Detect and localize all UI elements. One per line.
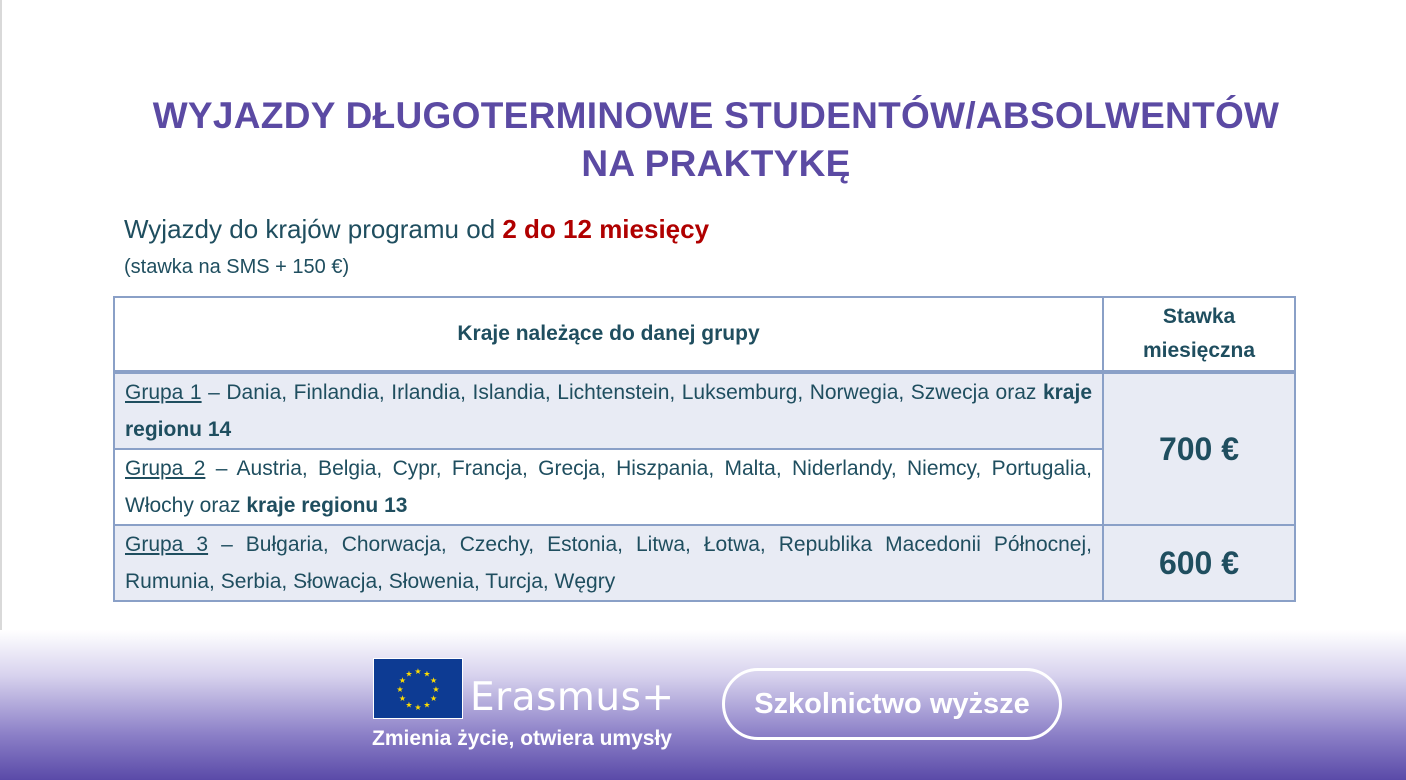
subtitle-prefix: Wyjazdy do krajów programu od — [124, 214, 503, 244]
subtitle-duration: 2 do 12 miesięcy — [502, 214, 710, 244]
group-1-cell — [114, 372, 1103, 449]
group-2-region: kraje regionu 13 — [246, 494, 408, 517]
group-3-countries: – Bułgaria, Chorwacja, Czechy, Estonia, Litwa, Łotwa, Republika Macedonii Północnej, Rumunia, Serbia, Słowacja, Słowenia, Turcja, Węgry — [125, 533, 1092, 593]
group-3-label: Grupa 3 — [125, 533, 209, 556]
svg-text:★: ★ — [414, 703, 422, 712]
group-3-cell — [114, 525, 1103, 601]
table-header-row — [114, 297, 1295, 372]
svg-text:★: ★ — [423, 669, 431, 679]
header-rate: Stawka miesięczna — [1103, 297, 1295, 372]
table-row — [114, 525, 1295, 601]
eu-flag-stars — [374, 659, 462, 718]
slide-title — [0, 92, 1406, 188]
slide-title-line1: WYJAZDY DŁUGOTERMINOWE STUDENTÓW/ABSOLWENTÓW — [152, 95, 1280, 136]
svg-text:★: ★ — [398, 676, 406, 685]
rate-group-3: 600 € — [1103, 525, 1295, 601]
header-countries: Kraje należące do danej grupy — [114, 297, 1103, 372]
svg-text:★: ★ — [414, 667, 422, 676]
erasmus-tagline: Zmienia życie, otwiera umysły — [372, 727, 672, 750]
svg-text:★: ★ — [432, 685, 440, 694]
group-2-cell — [114, 449, 1103, 525]
rate-groups-1-2: 700 € — [1103, 372, 1295, 525]
eu-flag-icon — [373, 658, 463, 719]
rates-table — [113, 296, 1296, 602]
subtitle — [124, 214, 709, 245]
group-1-region: kraje regionu 14 — [125, 381, 1092, 441]
svg-text:★: ★ — [430, 694, 438, 703]
svg-text:★: ★ — [430, 676, 438, 685]
table-row — [114, 372, 1295, 449]
group-2-countries: – Austria, Belgia, Cypr, Francja, Grecja, Hiszpania, Malta, Niderlandy, Niemcy, Portugalia, Włochy oraz — [125, 457, 1092, 517]
group-2-label: Grupa 2 — [125, 457, 206, 480]
svg-text:★: ★ — [398, 694, 406, 703]
svg-text:★: ★ — [405, 669, 413, 679]
svg-text:★: ★ — [405, 700, 413, 710]
rate-note: (stawka na SMS + 150 €) — [124, 256, 350, 278]
erasmus-logo-text: Erasmus+ — [470, 675, 675, 720]
svg-text:★: ★ — [396, 685, 404, 694]
sector-badge: Szkolnictwo wyższe — [722, 668, 1062, 740]
slide-title-line2: NA PRAKTYKĘ — [581, 143, 851, 184]
group-1-label: Grupa 1 — [125, 381, 202, 404]
group-1-countries: – Dania, Finlandia, Irlandia, Islandia, Lichtenstein, Luksemburg, Norwegia, Szwecja oraz — [201, 381, 1043, 404]
footer-band — [0, 630, 1406, 780]
svg-text:★: ★ — [423, 700, 431, 710]
